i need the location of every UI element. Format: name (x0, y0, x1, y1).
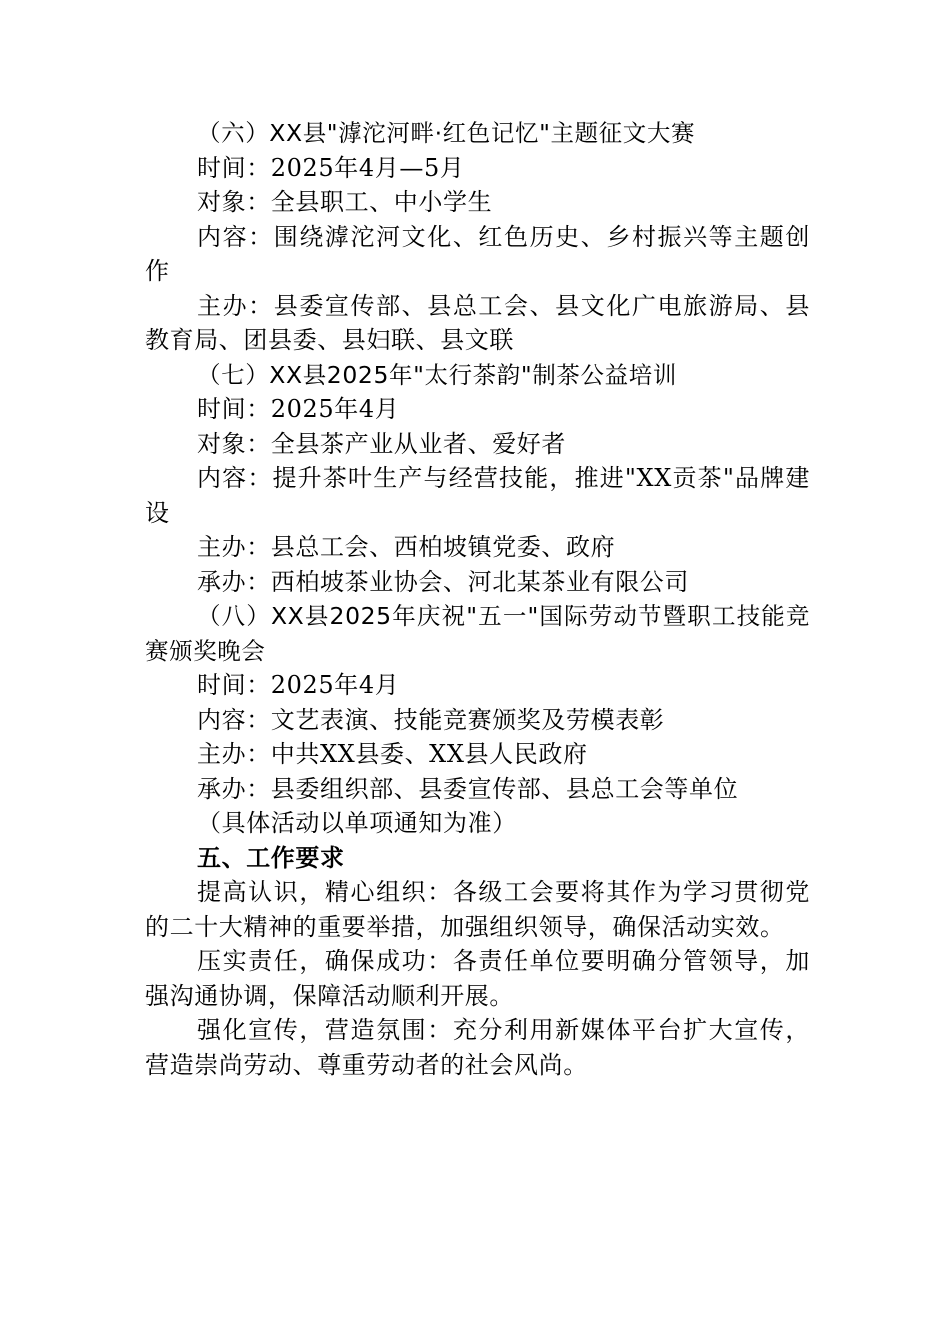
document-body (145, 116, 810, 1082)
section-line: 时间：2025年4月 (197, 671, 400, 699)
section-line: 主办：县委宣传部、县总工会、县文化广电旅游局、县教育局、团县委、县妇联、县文联 (145, 291, 810, 354)
section-6 (145, 116, 810, 358)
section-line: 对象：全县茶产业从业者、爱好者 (197, 429, 566, 458)
requirement-paragraph: 强化宣传，营造氛围：充分利用新媒体平台扩大宣传，营造崇尚劳动、尊重劳动者的社会风尚。 (145, 1016, 810, 1079)
section-line: 内容：文艺表演、技能竞赛颁奖及劳模表彰 (197, 705, 665, 734)
section-line: 时间：2025年4月 (197, 395, 400, 423)
section-heading: （六）XX县"滹沱河畔·红色记忆"主题征文大赛 (197, 119, 696, 147)
section-heading: （七）XX县2025年"太行茶韵"制茶公益培训 (197, 360, 677, 389)
note: （具体活动以单项通知为准） (197, 809, 517, 837)
requirements-title: 五、工作要求 (197, 843, 345, 872)
section-line: 时间：2025年4月—5月 (197, 153, 465, 182)
section-line: 主办：中共XX县委、XX县人民政府 (197, 740, 588, 768)
section-line: 内容：提升茶叶生产与经营技能，推进"XX贡茶"品牌建设 (145, 464, 810, 527)
requirement-paragraph: 压实责任，确保成功：各责任单位要明确分管领导，加强沟通协调，保障活动顺利开展。 (145, 947, 810, 1010)
section-line: 对象：全县职工、中小学生 (197, 188, 493, 216)
section-line: 内容：围绕滹沱河文化、红色历史、乡村振兴等主题创作 (145, 222, 810, 285)
work-requirements (145, 841, 810, 1083)
section-line: 承办：县委组织部、县委宣传部、县总工会等单位 (197, 774, 739, 803)
section-8 (145, 599, 810, 806)
section-line: 承办：西柏坡茶业协会、河北某茶业有限公司 (197, 567, 689, 596)
section-heading: （八）XX县2025年庆祝"五一"国际劳动节暨职工技能竞赛颁奖晚会 (145, 602, 810, 665)
section-line: 主办：县总工会、西柏坡镇党委、政府 (197, 533, 616, 561)
requirement-paragraph: 提高认识，精心组织：各级工会要将其作为学习贯彻党的二十大精神的重要举措，加强组织领导，确保活动实效。 (145, 878, 810, 941)
section-7 (145, 358, 810, 600)
